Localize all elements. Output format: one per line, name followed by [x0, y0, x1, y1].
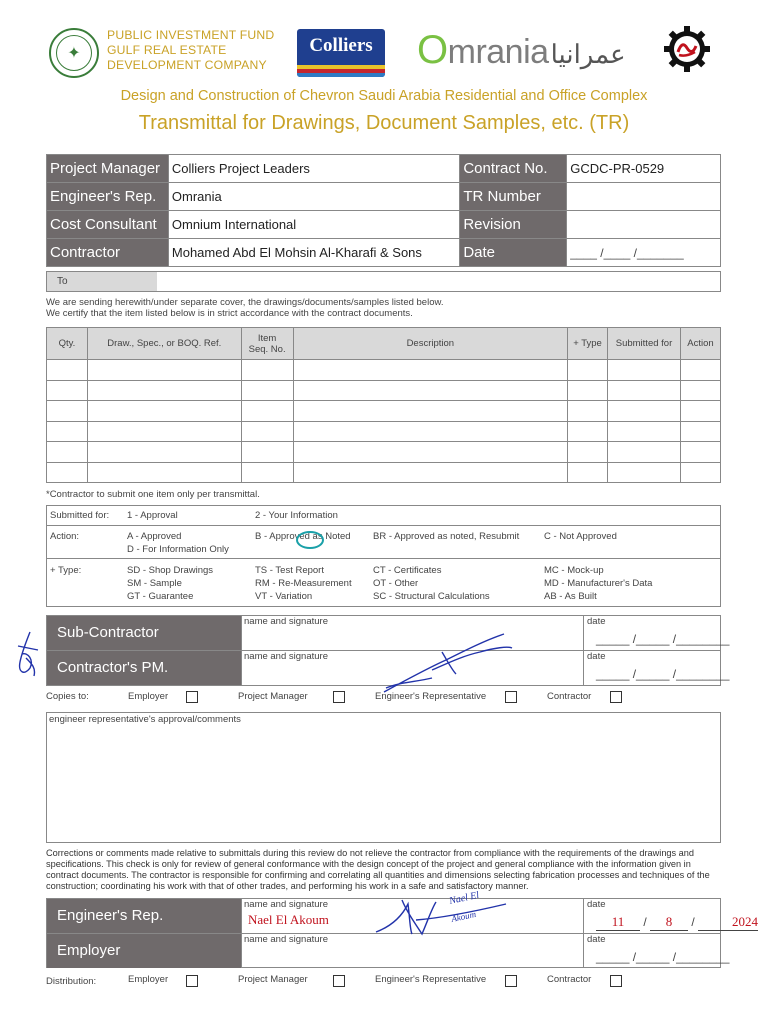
name-signature-label: name and signature: [244, 616, 328, 627]
copies-employer-checkbox[interactable]: [186, 691, 198, 703]
pif-logo: [49, 28, 99, 78]
date-blank: _____ /_____ /________: [596, 632, 730, 646]
contractor-pm-date-field[interactable]: [583, 651, 730, 685]
project-manager-value: Colliers Project Leaders: [168, 155, 459, 183]
dist-employer-checkbox[interactable]: [186, 975, 198, 987]
date-label: date: [587, 651, 606, 662]
engineer-name: Nael El Akoum: [248, 912, 329, 927]
engineer-rep-label: Engineer's Rep.: [47, 183, 169, 211]
tr-number-field[interactable]: [567, 183, 721, 211]
name-signature-label: name and signature: [244, 899, 328, 910]
dist-pm-checkbox[interactable]: [333, 975, 345, 987]
dist-contractor-checkbox[interactable]: [610, 975, 622, 987]
table-row[interactable]: [47, 421, 721, 442]
col-type: + Type: [568, 328, 608, 360]
kharafi-gear-logo-icon: [664, 26, 710, 72]
type-md: MD - Manufacturer's Data: [544, 578, 653, 589]
dist-pm-label: Project Manager: [238, 974, 308, 985]
pif-line1: PUBLIC INVESTMENT FUND: [107, 28, 275, 42]
svg-text:Akoum: Akoum: [450, 908, 477, 924]
col-action: Action: [680, 328, 720, 360]
palm-swords-icon: ✦: [56, 35, 92, 71]
revision-label: Revision: [460, 211, 567, 239]
engineer-rep-value: Omrania: [168, 183, 459, 211]
disclaimer-text: Corrections or comments made relative to submittals during this review do not relieve the contractor from compliance with the requirements of the drawings and specifications. This check is only for review of general conformance with the design concept of the project and general compliance with the information given in contract documents. The contractor is responsible for confirming and correlating all quantities and dimensions selecting fabrication processes and techniques of the construction; coordinating his work with that of other trades, and performing his work in a safe and satisfactory manner.: [46, 848, 710, 891]
approval-comments-box[interactable]: [46, 712, 721, 843]
copies-to-label: Copies to:: [46, 691, 89, 702]
dist-employer-label: Employer: [128, 974, 169, 985]
action-label: Action:: [50, 531, 80, 542]
date-label: date: [587, 934, 606, 945]
type-label: + Type:: [50, 565, 82, 576]
date-field[interactable]: ____ /____ /_______: [567, 239, 721, 267]
col-qty: Qty.: [47, 328, 88, 360]
date-blank: _____ /_____ /________: [596, 950, 730, 964]
type-ab: AB - As Built: [544, 591, 597, 602]
action-a: A - Approved: [127, 531, 182, 542]
copies-er-label: Engineer's Representative: [375, 691, 487, 702]
copies-employer-label: Employer: [128, 691, 169, 702]
intro-text: [46, 297, 443, 319]
type-sm: SM - Sample: [127, 578, 182, 589]
name-signature-label: name and signature: [244, 651, 328, 662]
codes-legend: [46, 505, 721, 607]
table-row[interactable]: [47, 380, 721, 401]
copies-to-row: [46, 691, 721, 707]
copies-pm-checkbox[interactable]: [333, 691, 345, 703]
distribution-label: Distribution:: [46, 976, 97, 987]
engineer-signature-icon: [372, 890, 512, 940]
engineer-rep-date-field[interactable]: [583, 899, 759, 933]
contractor-pm-signature-icon: [376, 630, 516, 700]
engineer-date: 11 / 8 / 2024: [596, 914, 758, 931]
submitted-for-1: 1 - Approval: [127, 510, 178, 521]
name-signature-label: name and signature: [244, 934, 328, 945]
tr-number-label: TR Number: [460, 183, 567, 211]
type-sc: SC - Structural Calculations: [373, 591, 490, 602]
col-description: Description: [293, 328, 568, 360]
action-c: C - Not Approved: [544, 531, 617, 542]
omrania-arabic: عمرانيا: [550, 39, 626, 69]
cost-consultant-label: Cost Consultant: [47, 211, 169, 239]
cost-consultant-value: Omnium International: [168, 211, 459, 239]
table-row[interactable]: [47, 462, 721, 483]
distribution-row: [46, 974, 721, 990]
col-submitted-for: Submitted for: [608, 328, 681, 360]
contractor-pm-label: Contractor's PM.: [47, 651, 241, 685]
comments-label: engineer representative's approval/comments: [49, 714, 241, 725]
sub-contractor-label: Sub-Contractor: [47, 616, 241, 650]
employer-date-field[interactable]: [583, 934, 730, 968]
omrania-logo: [417, 28, 626, 73]
type-ct: CT - Certificates: [373, 565, 442, 576]
date-year: 2024: [698, 914, 758, 931]
revision-field[interactable]: [567, 211, 721, 239]
omrania-text: mrania: [447, 33, 549, 71]
dist-er-label: Engineer's Representative: [375, 974, 487, 985]
type-ot: OT - Other: [373, 578, 419, 589]
submitted-for-label: Submitted for:: [50, 510, 110, 521]
type-ts: TS - Test Report: [255, 565, 324, 576]
copies-er-checkbox[interactable]: [505, 691, 517, 703]
pif-name: [107, 28, 274, 73]
to-label: To: [47, 272, 157, 291]
table-row[interactable]: [47, 442, 721, 463]
dist-er-checkbox[interactable]: [505, 975, 517, 987]
col-item-line2: Seq. No.: [248, 343, 286, 355]
date-month: 8: [650, 914, 688, 931]
svg-text:Nael El: Nael El: [448, 890, 481, 907]
project-info-table: [46, 154, 721, 267]
pif-line2: GULF REAL ESTATE: [107, 43, 227, 57]
sub-contractor-date-field[interactable]: [583, 616, 730, 650]
page-title: Transmittal for Drawings, Document Samples, etc. (TR): [138, 112, 630, 134]
omrania-o: O: [417, 28, 448, 72]
submitted-for-2: 2 - Your Information: [255, 510, 338, 521]
type-gt: GT - Guarantee: [127, 591, 194, 602]
contractor-label: Contractor: [47, 239, 169, 267]
to-row[interactable]: [46, 271, 721, 292]
items-table: [46, 327, 721, 483]
contract-no-value: GCDC-PR-0529: [567, 155, 721, 183]
date-label: date: [587, 616, 606, 627]
items-note: *Contractor to submit one item only per transmittal.: [46, 489, 260, 500]
intro-line1: We are sending herewith/under separate cover, the drawings/documents/samples listed below.: [46, 297, 444, 308]
date-label: date: [587, 899, 606, 910]
copies-contractor-checkbox[interactable]: [610, 691, 622, 703]
copies-pm-label: Project Manager: [238, 691, 308, 702]
col-ref: Draw., Spec., or BOQ. Ref.: [87, 328, 241, 360]
dist-contractor-label: Contractor: [547, 974, 592, 985]
action-br: BR - Approved as noted, Resubmit: [373, 531, 520, 542]
table-row[interactable]: [47, 360, 721, 381]
type-sd: SD - Shop Drawings: [127, 565, 214, 576]
contractor-value: Mohamed Abd El Mohsin Al-Kharafi & Sons: [168, 239, 459, 267]
action-d: D - For Information Only: [127, 544, 229, 555]
colliers-logo-text: Colliers: [309, 35, 373, 56]
type-rm: RM - Re-Measurement: [255, 578, 352, 589]
action-b: B - Approved as Noted: [255, 531, 351, 542]
project-subtitle: Design and Construction of Chevron Saudi Arabia Residential and Office Complex: [120, 88, 648, 104]
colliers-logo: [297, 29, 385, 77]
date-blank: _____ /_____ /________: [596, 667, 730, 681]
engineer-rep-sig-label: Engineer's Rep.: [47, 899, 241, 933]
type-vt: VT - Variation: [255, 591, 313, 602]
date-day: 11: [596, 914, 640, 931]
col-item-seq: [241, 328, 293, 360]
project-manager-label: Project Manager: [47, 155, 169, 183]
margin-signature-icon: [12, 628, 46, 683]
col-item-line1: Item: [257, 332, 277, 344]
date-label: Date: [460, 239, 567, 267]
table-row[interactable]: [47, 401, 721, 422]
contract-no-label: Contract No.: [460, 155, 567, 183]
selected-action-circle: [296, 531, 324, 549]
employer-sig-label: Employer: [47, 934, 241, 968]
type-mc: MC - Mock-up: [544, 565, 604, 576]
intro-line2: We certify that the item listed below is in strict accordance with the contract documents.: [46, 308, 413, 319]
pif-line3: DEVELOPMENT COMPANY: [107, 58, 267, 72]
copies-contractor-label: Contractor: [547, 691, 592, 702]
